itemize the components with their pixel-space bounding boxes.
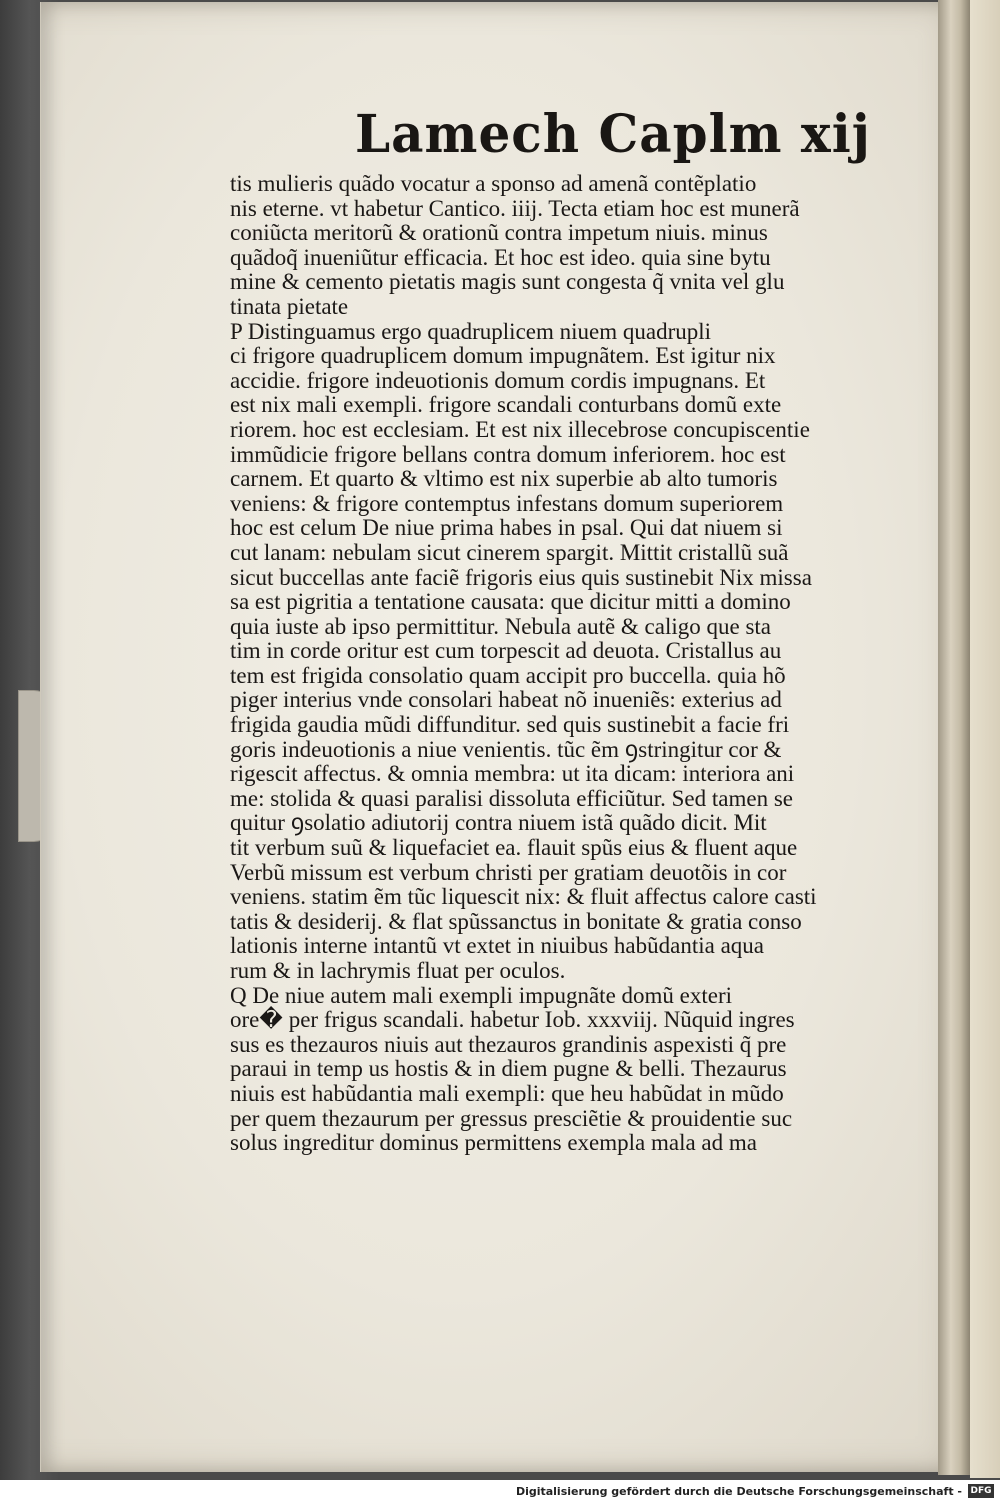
text-line: tim in corde oritur est cum torpescit ad deuota. Cristallus au — [230, 638, 782, 665]
text-line: veniens: & frigore contemptus infestans domum superiorem — [230, 490, 784, 517]
text-line: Q De niue autem mali exempli impugnãte domũ exteri — [230, 982, 733, 1009]
body-text — [230, 172, 850, 1156]
text-line: goris indeuotionis a niue venientis. tũc ẽm ꝯstringitur cor & — [230, 736, 782, 763]
text-line: quitur ꝯsolatio adiutorij contra niuem istã quãdo dicit. Mit — [230, 810, 767, 837]
text-line: frigida gaudia mũdi diffunditur. sed quis sustinebit a facie fri — [230, 712, 790, 739]
text-line: paraui in temp us hostis & in diem pugne & belli. Thezaurus — [230, 1056, 787, 1083]
text-line: immũdicie frigore bellans contra domum inferiorem. hoc est — [230, 441, 786, 468]
text-line: solus ingreditur dominus permittens exempla mala ad ma — [230, 1130, 757, 1157]
text-line: sicut buccellas ante faciẽ frigoris eius quis sustinebit Nix missa — [230, 564, 812, 591]
facing-page-edge — [970, 0, 1000, 1478]
text-line: tis mulieris quãdo vocatur a sponso ad amenã contẽplatio — [230, 171, 757, 197]
text-line: ore� per frigus scandali. habetur Iob. xxxviij. Nũquid ingres — [230, 1007, 795, 1034]
text-line: coniũcta meritorũ & orationũ contra impetum niuis. minus — [230, 220, 768, 247]
text-line: veniens. statim ẽm tũc liquescit nix: & fluit affectus calore casti — [230, 884, 817, 911]
text-line: quãdoq̃ inueniũtur efficacia. Et hoc est ideo. quia sine bytu — [230, 244, 771, 271]
page-gutter — [938, 0, 970, 1475]
text-line: sus es thezauros niuis aut thezauros grandinis aspexisti q̃ pre — [230, 1031, 787, 1058]
text-line: sa est pigritia a tentatione causata: que dicitur mitti a domino — [230, 589, 791, 616]
text-line: mine & cemento pietatis magis sunt congesta q̃ vnita vel glu — [230, 269, 785, 296]
text-line: tinata pietate — [230, 293, 349, 320]
dfg-logo: DFG — [968, 1484, 994, 1498]
text-line: est nix mali exempli. frigore scandali conturbans domũ exte — [230, 392, 782, 419]
text-line: lationis interne intantũ vt extet in niuibus habũdantia aqua — [230, 933, 765, 960]
text-line: tit verbum suũ & liquefaciet ea. flauit spũs eius & fluent aque — [230, 835, 798, 862]
footer-credit: Digitalisierung gefördert durch die Deutsche Forschungsgemeinschaft - — [515, 1485, 962, 1498]
text-line: hoc est celum De niue prima habes in psal. Qui dat niuem si — [230, 515, 783, 542]
running-head: Lamech Caplm xij — [355, 102, 871, 165]
text-line: me: stolida & quasi paralisi dissoluta efficiũtur. Sed tamen se — [230, 785, 793, 812]
text-line: nis eterne. vt habetur Cantico. iiij. Tecta etiam hoc est munerã — [230, 195, 800, 222]
text-line: quia iuste ab ipso permittitur. Nebula autẽ & caligo que sta — [230, 613, 772, 640]
text-line: rigescit affectus. & omnia membra: ut ita dicam: interiora ani — [230, 761, 795, 788]
text-line: riorem. hoc est ecclesiam. Et est nix illecebrose concupiscentie — [230, 416, 810, 443]
text-line: niuis est habũdantia mali exempli: que heu habũdat in mũdo — [230, 1080, 784, 1107]
text-line: per quem thezaurum per gressus presciẽtie & prouidentie suc — [230, 1105, 793, 1132]
text-line: tem est frigida consolatio quam accipit pro buccella. quia hõ — [230, 662, 786, 689]
text-line: piger interius vnde consolari habeat nõ inueniẽs: exterius ad — [230, 687, 782, 714]
text-line: Verbũ missum est verbum christi per gratiam deuotõis in cor — [230, 859, 787, 886]
text-line: ci frigore quadruplicem domum impugnãtem. Est igitur nix — [230, 343, 776, 370]
text-line: carnem. Et quarto & vltimo est nix superbie ab alto tumoris — [230, 466, 778, 493]
text-line: cut lanam: nebulam sicut cinerem spargit. Mittit cristallũ suã — [230, 539, 789, 566]
text-line: rum & in lachrymis fluat per oculos. — [230, 958, 566, 984]
text-line: tatis & desiderij. & flat spũssanctus in bonitate & gratia conso — [230, 908, 802, 935]
text-line: accidie. frigore indeuotionis domum cordis impugnans. Et — [230, 367, 766, 394]
text-line: P Distinguamus ergo quadruplicem niuem quadrupli — [230, 318, 712, 345]
